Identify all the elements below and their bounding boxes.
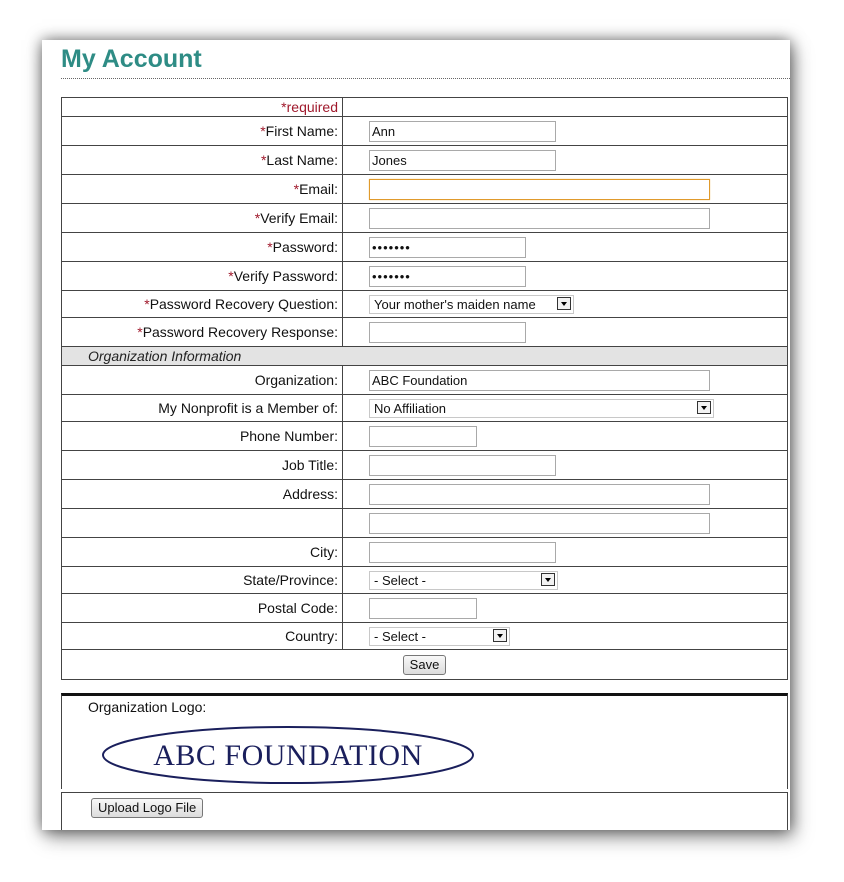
organization-input[interactable]	[369, 370, 710, 391]
member-of-label: My Nonprofit is a Member of:	[62, 395, 343, 422]
last-name-label: *Last Name:	[62, 146, 343, 175]
recovery-question-select[interactable]	[369, 295, 574, 314]
verify-password-row	[62, 262, 788, 291]
address-line2-row	[62, 509, 788, 538]
phone-row	[62, 422, 788, 451]
country-row	[62, 623, 788, 650]
verify-email-input[interactable]	[369, 208, 710, 229]
logo-label: Organization Logo:	[88, 699, 207, 715]
city-label: City:	[62, 538, 343, 567]
recovery-response-row	[62, 318, 788, 347]
recovery-response-input[interactable]	[369, 322, 526, 343]
required-note: *required	[62, 98, 343, 117]
first-name-label: *First Name:	[62, 117, 343, 146]
job-title-input[interactable]	[369, 455, 556, 476]
city-row	[62, 538, 788, 567]
logo-section	[61, 693, 788, 789]
verify-email-label: *Verify Email:	[62, 204, 343, 233]
state-value: - Select -	[374, 572, 427, 588]
address-label: Address:	[62, 480, 343, 509]
phone-input[interactable]	[369, 426, 477, 447]
account-panel	[42, 40, 790, 830]
last-name-row	[62, 146, 788, 175]
country-select[interactable]	[369, 627, 510, 646]
dropdown-arrow-icon[interactable]	[541, 573, 555, 586]
verify-email-row	[62, 204, 788, 233]
recovery-response-label: *Password Recovery Response:	[62, 318, 343, 347]
email-label: *Email:	[62, 175, 343, 204]
address-line2-input[interactable]	[369, 513, 710, 534]
required-row	[62, 98, 788, 117]
recovery-question-row	[62, 291, 788, 318]
postal-input[interactable]	[369, 598, 477, 619]
recovery-question-value: Your mother's maiden name	[374, 296, 536, 312]
state-label: State/Province:	[62, 567, 343, 594]
org-section-header	[62, 347, 788, 366]
member-of-select[interactable]	[369, 399, 714, 418]
email-input[interactable]	[369, 179, 710, 200]
member-of-value: No Affiliation	[374, 400, 447, 416]
title-divider	[61, 78, 790, 79]
country-value: - Select -	[374, 628, 427, 644]
verify-password-label: *Verify Password:	[62, 262, 343, 291]
logo-text: ABC FOUNDATION	[153, 739, 423, 772]
password-label: *Password:	[62, 233, 343, 262]
organization-logo	[100, 724, 476, 791]
country-label: Country:	[62, 623, 343, 650]
org-section-heading: Organization Information	[62, 347, 788, 366]
postal-row	[62, 594, 788, 623]
save-row	[62, 650, 788, 680]
job-title-label: Job Title:	[62, 451, 343, 480]
job-title-row	[62, 451, 788, 480]
upload-section	[61, 792, 788, 830]
dropdown-arrow-icon[interactable]	[493, 629, 507, 642]
address-line1-input[interactable]	[369, 484, 710, 505]
organization-row	[62, 366, 788, 395]
password-input[interactable]	[369, 237, 526, 258]
upload-logo-button[interactable]: Upload Logo File	[91, 798, 203, 818]
account-form	[61, 97, 788, 680]
email-row	[62, 175, 788, 204]
last-name-input[interactable]	[369, 150, 556, 171]
verify-password-input[interactable]	[369, 266, 526, 287]
recovery-question-label: *Password Recovery Question:	[62, 291, 343, 318]
dropdown-arrow-icon[interactable]	[557, 297, 571, 310]
postal-label: Postal Code:	[62, 594, 343, 623]
city-input[interactable]	[369, 542, 556, 563]
organization-label: Organization:	[62, 366, 343, 395]
save-button[interactable]: Save	[403, 655, 447, 675]
page-title: My Account	[61, 45, 202, 73]
member-of-row	[62, 395, 788, 422]
state-select[interactable]	[369, 571, 558, 590]
first-name-input[interactable]	[369, 121, 556, 142]
first-name-row	[62, 117, 788, 146]
password-row	[62, 233, 788, 262]
state-row	[62, 567, 788, 594]
phone-label: Phone Number:	[62, 422, 343, 451]
dropdown-arrow-icon[interactable]	[697, 401, 711, 414]
address-row	[62, 480, 788, 509]
